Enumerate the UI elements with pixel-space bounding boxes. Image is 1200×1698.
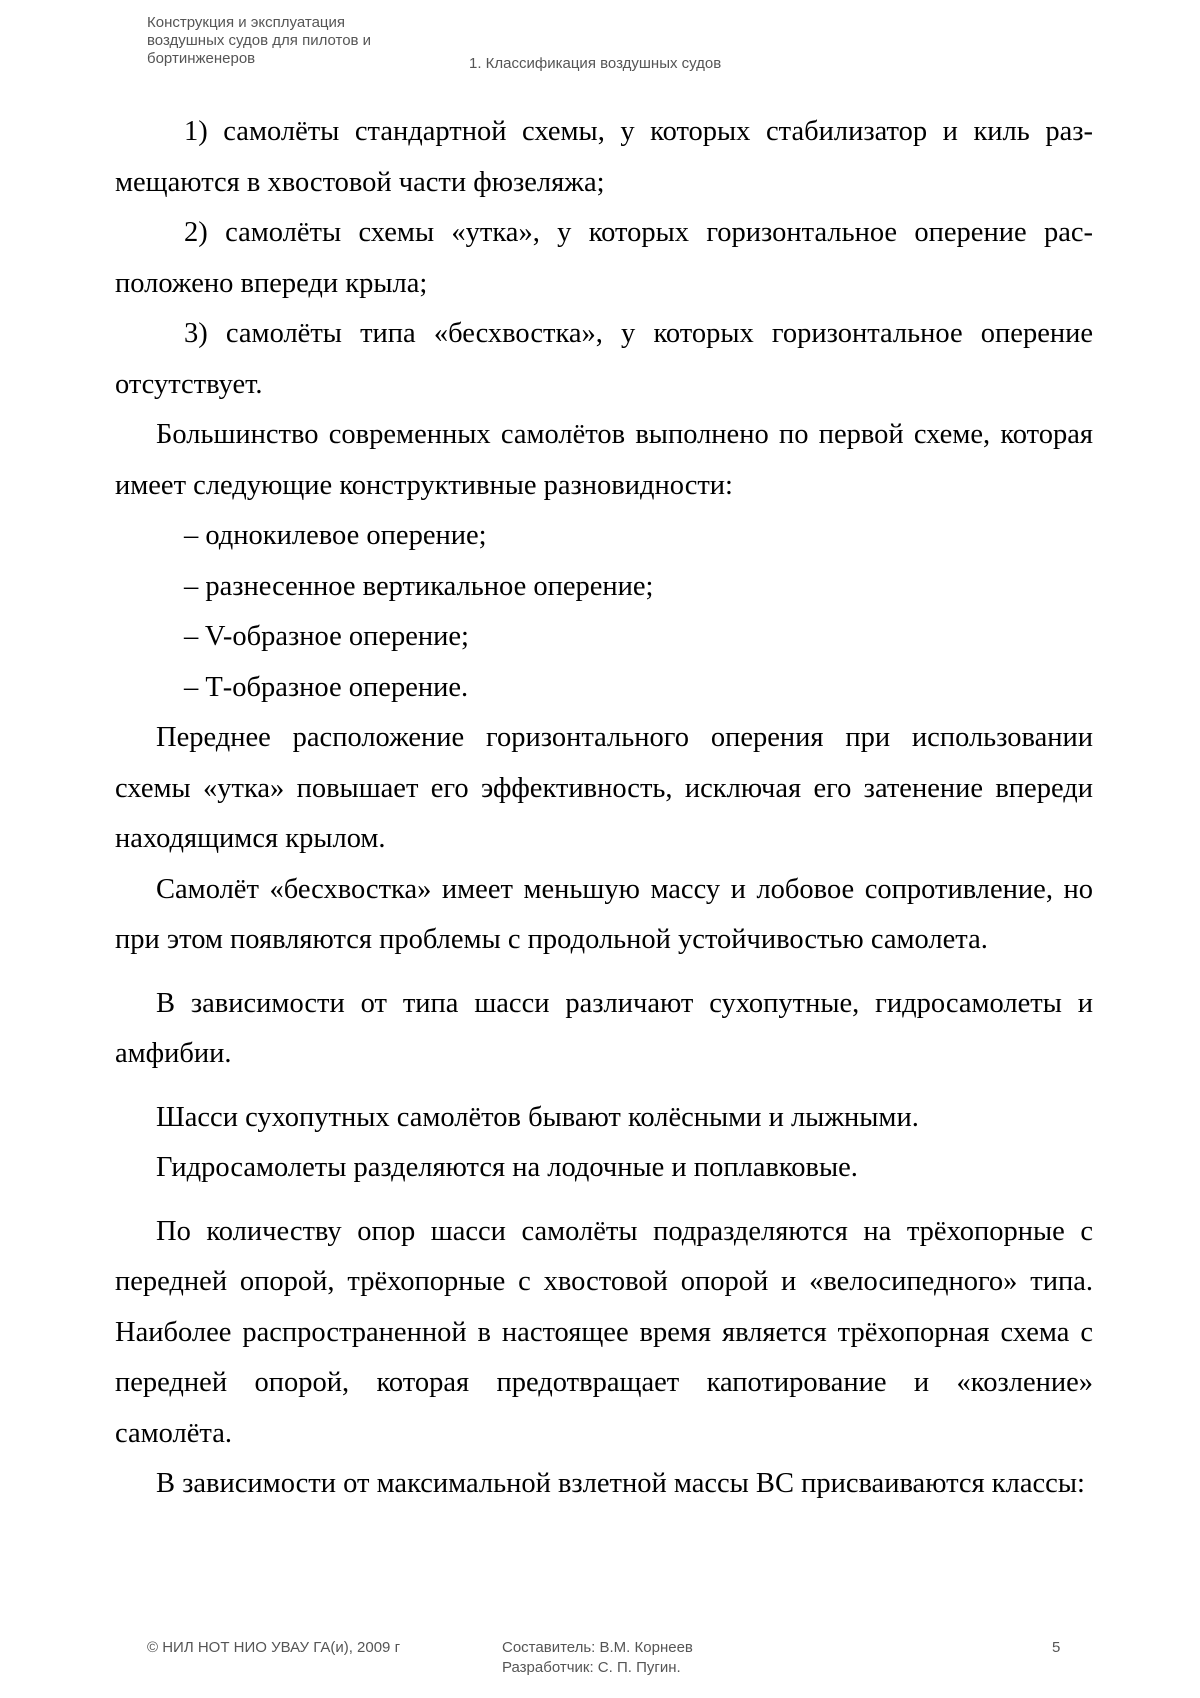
list-item: – разнесенное вертикальное оперение; — [184, 570, 654, 602]
header-title-line: Конструкция и эксплуатация — [147, 14, 346, 31]
paragraph: В зависимости от типа шасси различают сухопутные, гидросамолеты и амфибии. — [115, 987, 1093, 1069]
paragraph: Большинство современных самолётов выполнено по первой схеме, которая имеет следующие конструктивные разновидности: — [115, 419, 1093, 501]
list-item: – V-образное оперение; — [184, 621, 469, 652]
paragraph: Гидросамолеты разделяются на лодочные и поплавковые. — [156, 1152, 858, 1183]
paragraph: В зависимости от максимальной взлетной массы ВС присваиваются классы: — [156, 1468, 1085, 1499]
paragraph: Самолёт «бесхвостка» имеет меньшую массу и лобовое сопротивление, но при этом появляются проблемы с продольной устойчивостью самолета. — [115, 873, 1093, 955]
footer-developer: Разработчик: С. П. Пугин. — [502, 1659, 681, 1676]
paragraph: 2) самолёты схемы «утка», у которых горизонтальное оперение расположено впереди крыла; — [115, 217, 1093, 299]
paragraph: Переднее расположение горизонтального оперения при использовании схемы «утка» повышает его эффективность, исключая его затенение впереди находящимся крылом. — [115, 722, 1093, 854]
running-header-chapter: 1. Классификация воздушных судов — [469, 55, 722, 72]
list-item: – однокилевое оперение; — [184, 520, 487, 551]
paragraph: По количеству опор шасси самолёты подразделяются на трёхопорные с передней опорой, трёхопорные с хвостовой опорой и «велосипедного» типа. Наиболее распространенной в настоящее время является трёхопорная схема с передней опорой, которая предотвращает капотирование и «козление» самолёта. — [115, 1215, 1093, 1449]
paragraph: Шасси сухопутных самолётов бывают колёсными и лыжными. — [156, 1101, 919, 1133]
running-header-book-title — [147, 14, 447, 68]
page-number: 5 — [1052, 1639, 1061, 1656]
header-title-line: бортинженеров — [147, 50, 256, 67]
paragraph: 3) самолёты типа «бесхвостка», у которых горизонтальное оперение отсутствует. — [115, 318, 1093, 400]
header-title-line: воздушных судов для пилотов и — [147, 32, 372, 49]
footer-copyright: © НИЛ НОТ НИО УВАУ ГА(и), 2009 г — [147, 1639, 401, 1656]
footer-credits — [502, 1638, 693, 1678]
list-item: – Т-образное оперение. — [184, 671, 469, 703]
page-body — [115, 107, 1093, 1510]
footer-compiler: Составитель: В.М. Корнеев — [502, 1639, 693, 1656]
paragraph: 1) самолёты стандартной схемы, у которых стабилизатор и киль размещаются в хвостовой части фюзеляжа; — [115, 116, 1093, 198]
